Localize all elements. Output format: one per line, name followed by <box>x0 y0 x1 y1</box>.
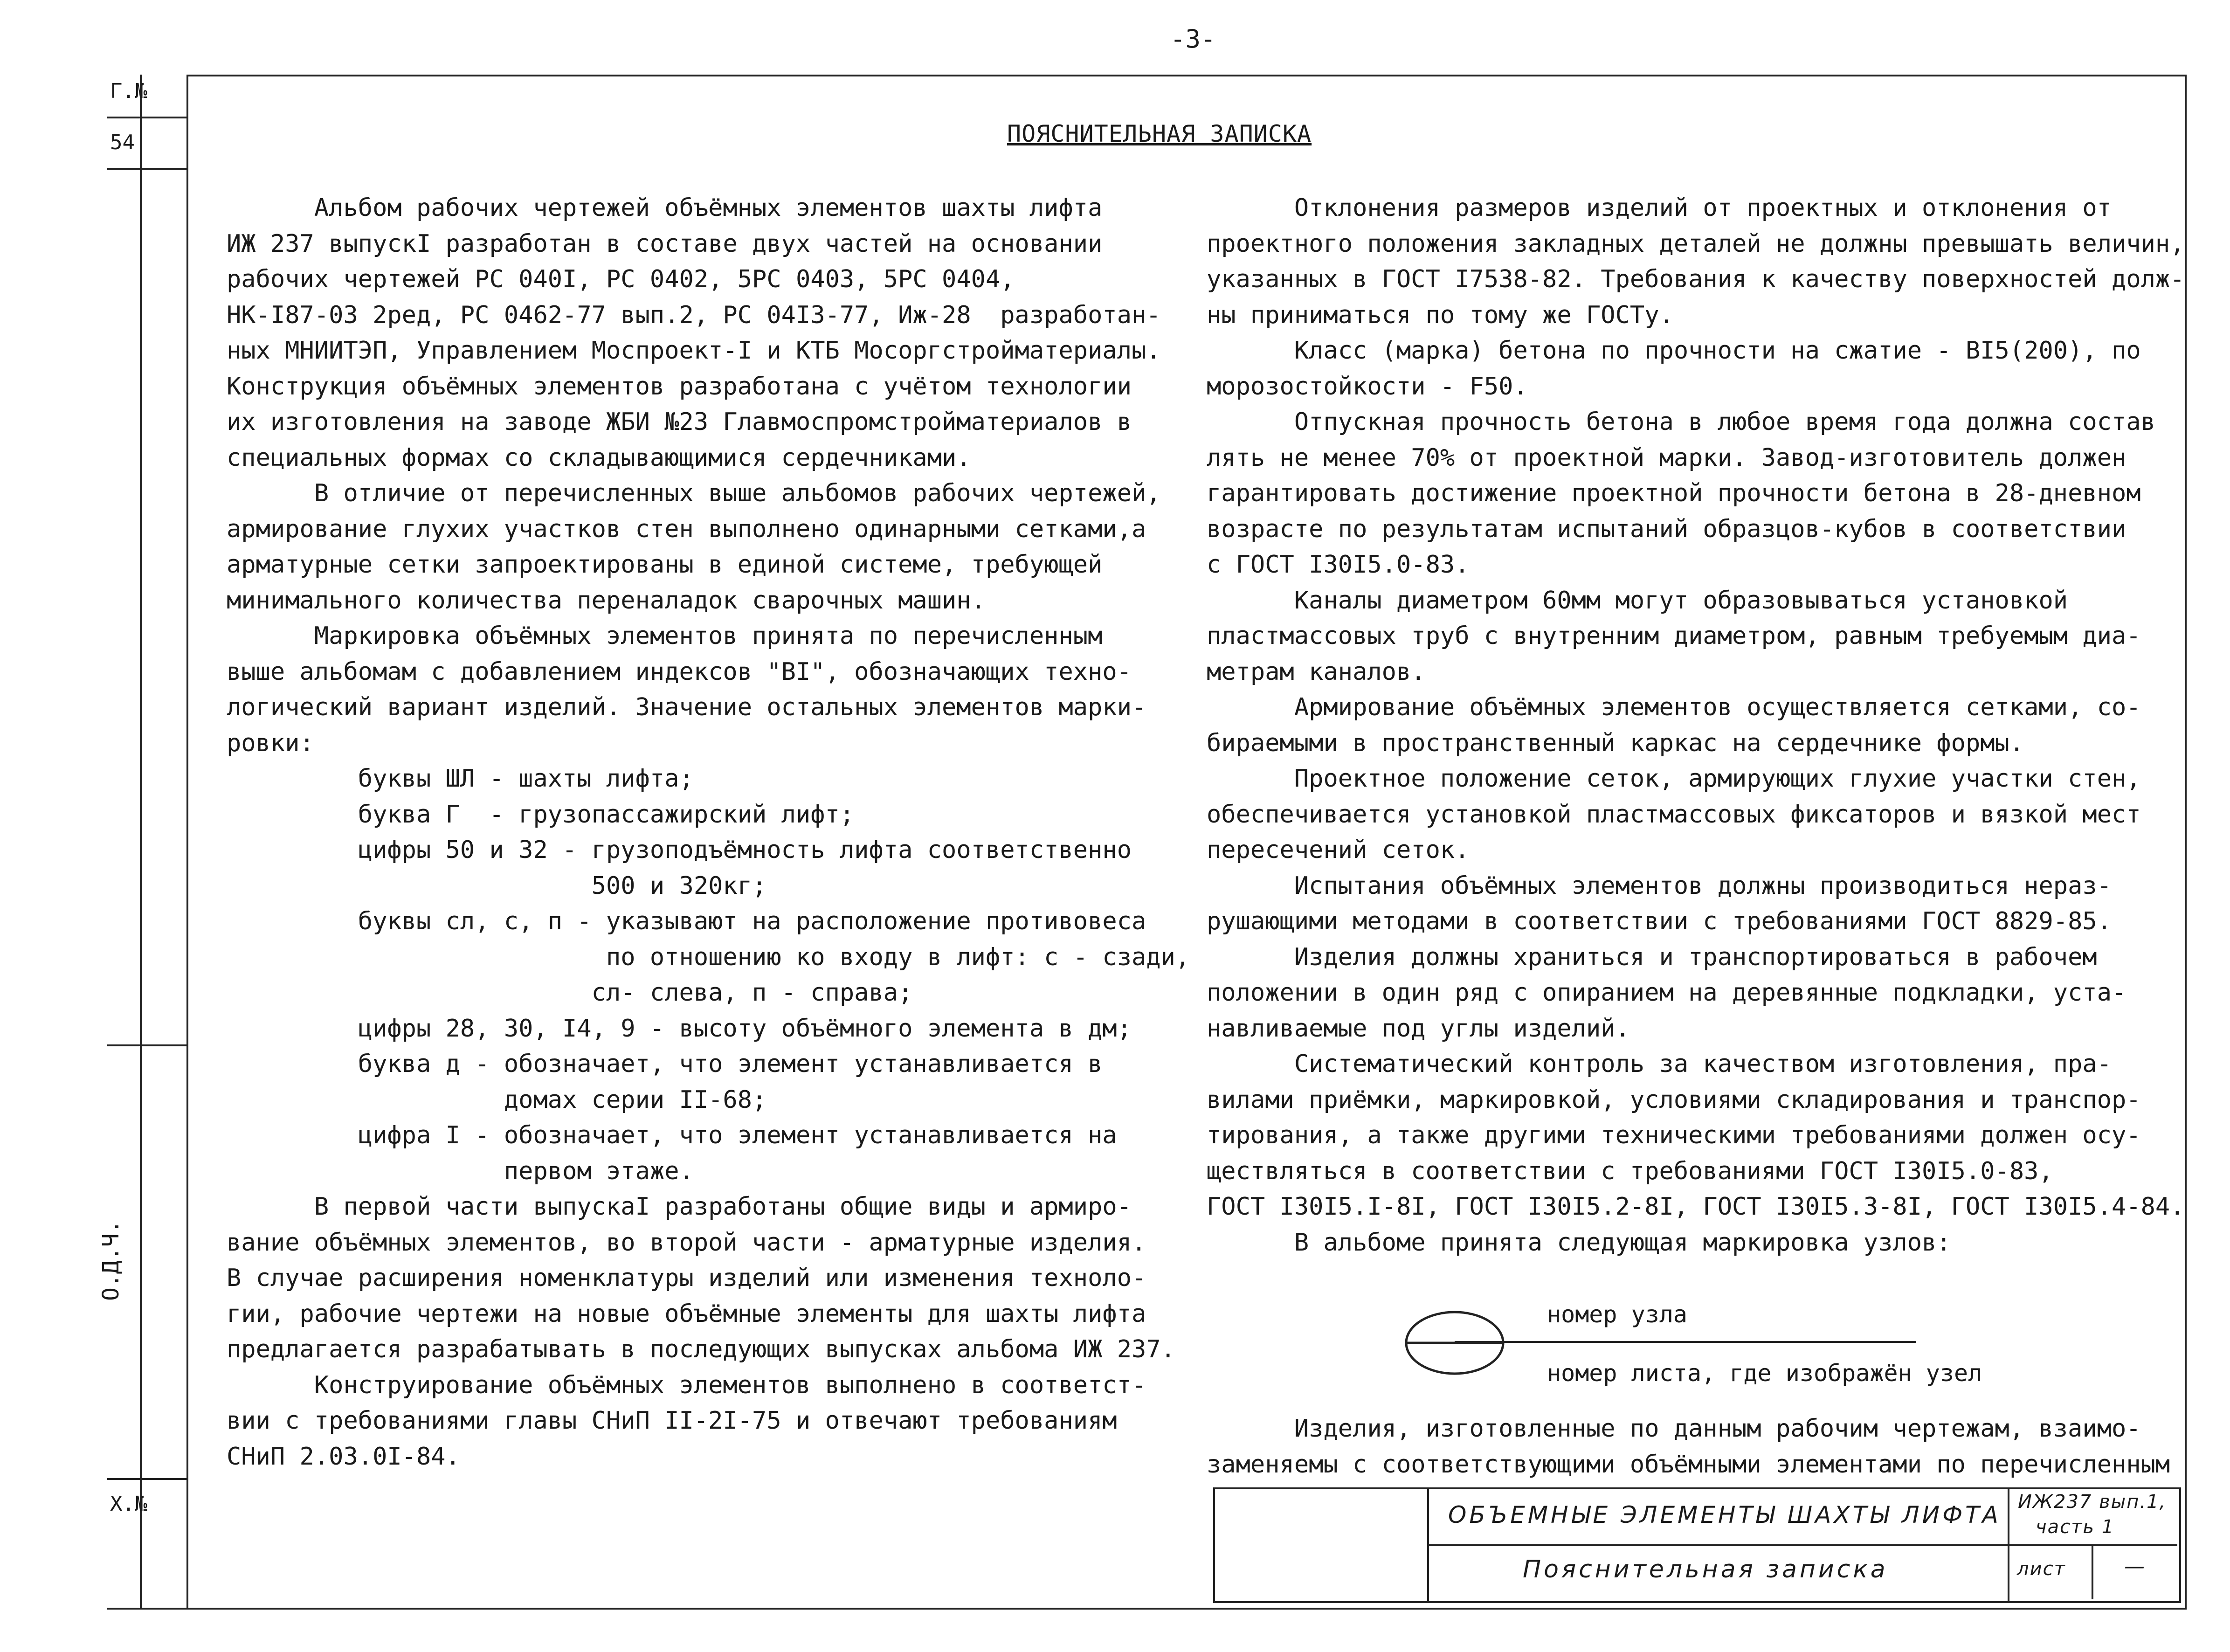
text-line: навливаемые под углы изделий. <box>1207 1014 1630 1043</box>
text-line: предлагается разрабатывать в последующих выпусках альбома ИЖ 237. <box>227 1335 1175 1363</box>
frame-left-line <box>186 75 188 1609</box>
text-line: с ГОСТ I30I5.0-83. <box>1207 551 1470 579</box>
stamp-document-title: Пояснительная записка <box>1523 1555 1888 1583</box>
text-line: Отклонения размеров изделий от проектных и отклонения от <box>1207 194 2112 222</box>
text-line: сл- слева, п - справа; <box>227 979 913 1007</box>
text-line: буквы ШЛ - шахты лифта; <box>227 765 694 793</box>
text-line: ществляться в соответствии с требованиями ГОСТ I30I5.0-83, <box>1207 1157 2053 1185</box>
frame-top-line <box>186 75 2187 76</box>
text-line: рабочих чертежей РС 040I, РС 0402, 5РС 0403, 5РС 0404, <box>227 265 1015 293</box>
text-line: гии, рабочие чертежи на новые объёмные элементы для шахты лифта <box>227 1299 1146 1328</box>
text-line: Маркировка объёмных элементов принята по перечисленным <box>227 622 1103 650</box>
text-line: логический вариант изделий. Значение остальных элементов марки- <box>227 693 1146 721</box>
text-line: заменяемы с соответствующими объёмными элементами по перечисленным <box>1207 1450 2170 1479</box>
frame-bottom-line <box>107 1608 2187 1610</box>
node-marker-icon <box>1403 1309 1506 1376</box>
left-text-column <box>227 190 1190 1474</box>
margin-divider-2 <box>107 168 188 170</box>
text-line: 500 и 320кг; <box>227 871 767 900</box>
margin-divider-3 <box>107 1044 188 1046</box>
margin-strip-line <box>140 75 142 1609</box>
text-line: метрам каналов. <box>1207 657 1426 686</box>
text-line: В случае расширения номенклатуры изделий или изменения техноло- <box>227 1264 1146 1292</box>
text-line: первом этаже. <box>227 1157 694 1185</box>
margin-top-code: Г.№ <box>110 79 147 103</box>
text-line: домах серии II-68; <box>227 1085 767 1114</box>
margin-signature-mark: О.Д.Ч. <box>98 1220 124 1301</box>
frame-right-line <box>2185 75 2187 1609</box>
text-line: пластмассовых труб с внутренним диаметром, равным требуемым диа- <box>1207 622 2141 650</box>
text-line: обеспечивается установкой пластмассовых фиксаторов и вязкой мест <box>1207 800 2141 829</box>
text-line: лять не менее 70% от проектной марки. Завод-изготовитель должен <box>1207 443 2126 472</box>
text-line: Проектное положение сеток, армирующих глухие участки стен, <box>1207 765 2141 793</box>
right-text-column <box>1207 190 2185 1260</box>
page-number: -3- <box>1170 24 1216 54</box>
text-line: ровки: <box>227 729 314 757</box>
text-line: бираемыми в пространственный каркас на сердечнике формы. <box>1207 729 2024 757</box>
text-line: Альбом рабочих чертежей объёмных элементов шахты лифта <box>227 194 1103 222</box>
text-line: Каналы диаметром 60мм могут образовываться установкой <box>1207 586 2068 615</box>
stamp-sheet-label: лист <box>2017 1558 2066 1580</box>
text-line: вилами приёмки, маркировкой, условиями складирования и транспор- <box>1207 1085 2141 1114</box>
text-line: тирования, а также другими техническими требованиями должен осу- <box>1207 1121 2141 1149</box>
text-line: буква Г - грузопассажирский лифт; <box>227 800 855 829</box>
text-line: В отличие от перечисленных выше альбомов рабочих чертежей, <box>227 479 1161 507</box>
text-line: проектного положения закладных деталей не должны превышать величин, <box>1207 229 2185 258</box>
text-line: СНиП 2.03.0I-84. <box>227 1442 460 1471</box>
text-line: цифры 28, 30, I4, 9 - высоту объёмного элемента в дм; <box>227 1014 1132 1043</box>
stamp-object-name: ОБЪЕМНЫЕ ЭЛЕМЕНТЫ ШАХТЫ ЛИФТА <box>1448 1501 2001 1528</box>
text-line: Отпускная прочность бетона в любое время года должна состав <box>1207 408 2155 436</box>
text-line: их изготовления на заводе ЖБИ №23 Главмоспромстройматериалов в <box>227 408 1132 436</box>
node-legend-bottom-label: номер листа, где изображён узел <box>1547 1360 1982 1387</box>
text-line: Класс (марка) бетона по прочности на сжатие - ВI5(200), по <box>1207 337 2141 365</box>
text-line: Систематический контроль за качеством изготовления, пра- <box>1207 1050 2112 1078</box>
right-tail-text <box>1207 1411 2170 1482</box>
text-line: Изделия должны храниться и транспортироваться в рабочем <box>1207 943 2097 971</box>
text-line: вии с требованиями главы СНиП II-2I-75 и отвечают требованиям <box>227 1407 1117 1435</box>
text-line: буквы сл, с, п - указывают на расположение противовеса <box>227 907 1146 935</box>
text-line: гарантировать достижение проектной прочности бетона в 28-дневном <box>1207 479 2141 507</box>
text-line: выше альбомам с добавлением индексов "ВI", обозначающих техно- <box>227 657 1132 686</box>
text-line: НК-I87-03 2ред, РС 0462-77 вып.2, РС 04I3-77, Иж-28 разработан- <box>227 301 1161 329</box>
text-line: специальных формах со складывающимися сердечниками. <box>227 443 971 472</box>
document-title: ПОЯСНИТЕЛЬНАЯ ЗАПИСКА <box>1007 120 1312 147</box>
text-line: цифра I - обозначает, что элемент устанавливается на <box>227 1121 1117 1149</box>
text-line: арматурные сетки запроектированы в единой системе, требующей <box>227 551 1103 579</box>
text-line: морозостойкости - F50. <box>1207 372 1528 401</box>
text-line: армирование глухих участков стен выполнено одинарными сетками,а <box>227 515 1146 543</box>
text-line: ИЖ 237 выпускI разработан в составе двух частей на основании <box>227 229 1103 258</box>
text-line: Армирование объёмных элементов осуществляется сетками, со- <box>1207 693 2141 721</box>
text-line: указанных в ГОСТ I7538-82. Требования к качеству поверхностей долж- <box>1207 265 2185 293</box>
margin-divider-1 <box>107 117 188 118</box>
text-line: вание объёмных элементов, во второй части - арматурные изделия. <box>227 1228 1146 1257</box>
node-legend-top-label: номер узла <box>1547 1301 1688 1328</box>
text-line: Конструирование объёмных элементов выполнено в соответст- <box>227 1371 1146 1399</box>
text-line: рушающими методами в соответствии с требованиями ГОСТ 8829-85. <box>1207 907 2112 935</box>
text-line: Конструкция объёмных элементов разработана с учётом технологии <box>227 372 1132 401</box>
margin-divider-4 <box>107 1478 188 1480</box>
text-line: ны приниматься по тому же ГОСТу. <box>1207 301 1674 329</box>
text-line: пересечений сеток. <box>1207 836 1470 864</box>
text-line: положении в один ряд с опиранием на деревянные подкладки, уста- <box>1207 979 2126 1007</box>
stamp-code-line2: часть 1 <box>2036 1516 2115 1538</box>
margin-bottom-code: Х.№ <box>110 1492 147 1516</box>
node-legend-leader-line <box>1455 1341 1916 1343</box>
text-line: буква д - обозначает, что элемент устанавливается в <box>227 1050 1103 1078</box>
text-line: ных МНИИТЭП, Управлением Моспроект-I и КТБ Мосоргстройматериалы. <box>227 337 1161 365</box>
text-line: ГОСТ I30I5.I-8I, ГОСТ I30I5.2-8I, ГОСТ I30I5.3-8I, ГОСТ I30I5.4-84. <box>1207 1193 2185 1221</box>
text-line: цифры 50 и 32 - грузоподъёмность лифта соответственно <box>227 836 1132 864</box>
margin-top-number: 54 <box>110 131 135 154</box>
text-line: Испытания объёмных элементов должны производиться нераз- <box>1207 871 2112 900</box>
text-line: Изделия, изготовленные по данным рабочим чертежам, взаимо- <box>1207 1415 2141 1443</box>
text-line: В первой части выпускаI разработаны общие виды и армиро- <box>227 1193 1132 1221</box>
stamp-sheet-value: — <box>2124 1555 2147 1578</box>
title-block-stamp <box>1213 1487 2181 1603</box>
text-line: минимального количества переналадок сварочных машин. <box>227 586 986 615</box>
text-line: В альбоме принята следующая маркировка узлов: <box>1207 1228 1951 1257</box>
text-line: по отношению ко входу в лифт: с - сзади, <box>227 943 1190 971</box>
stamp-code-line1: ИЖ237 вып.1, <box>2018 1491 2167 1513</box>
text-line: возрасте по результатам испытаний образцов-кубов в соответствии <box>1207 515 2126 543</box>
